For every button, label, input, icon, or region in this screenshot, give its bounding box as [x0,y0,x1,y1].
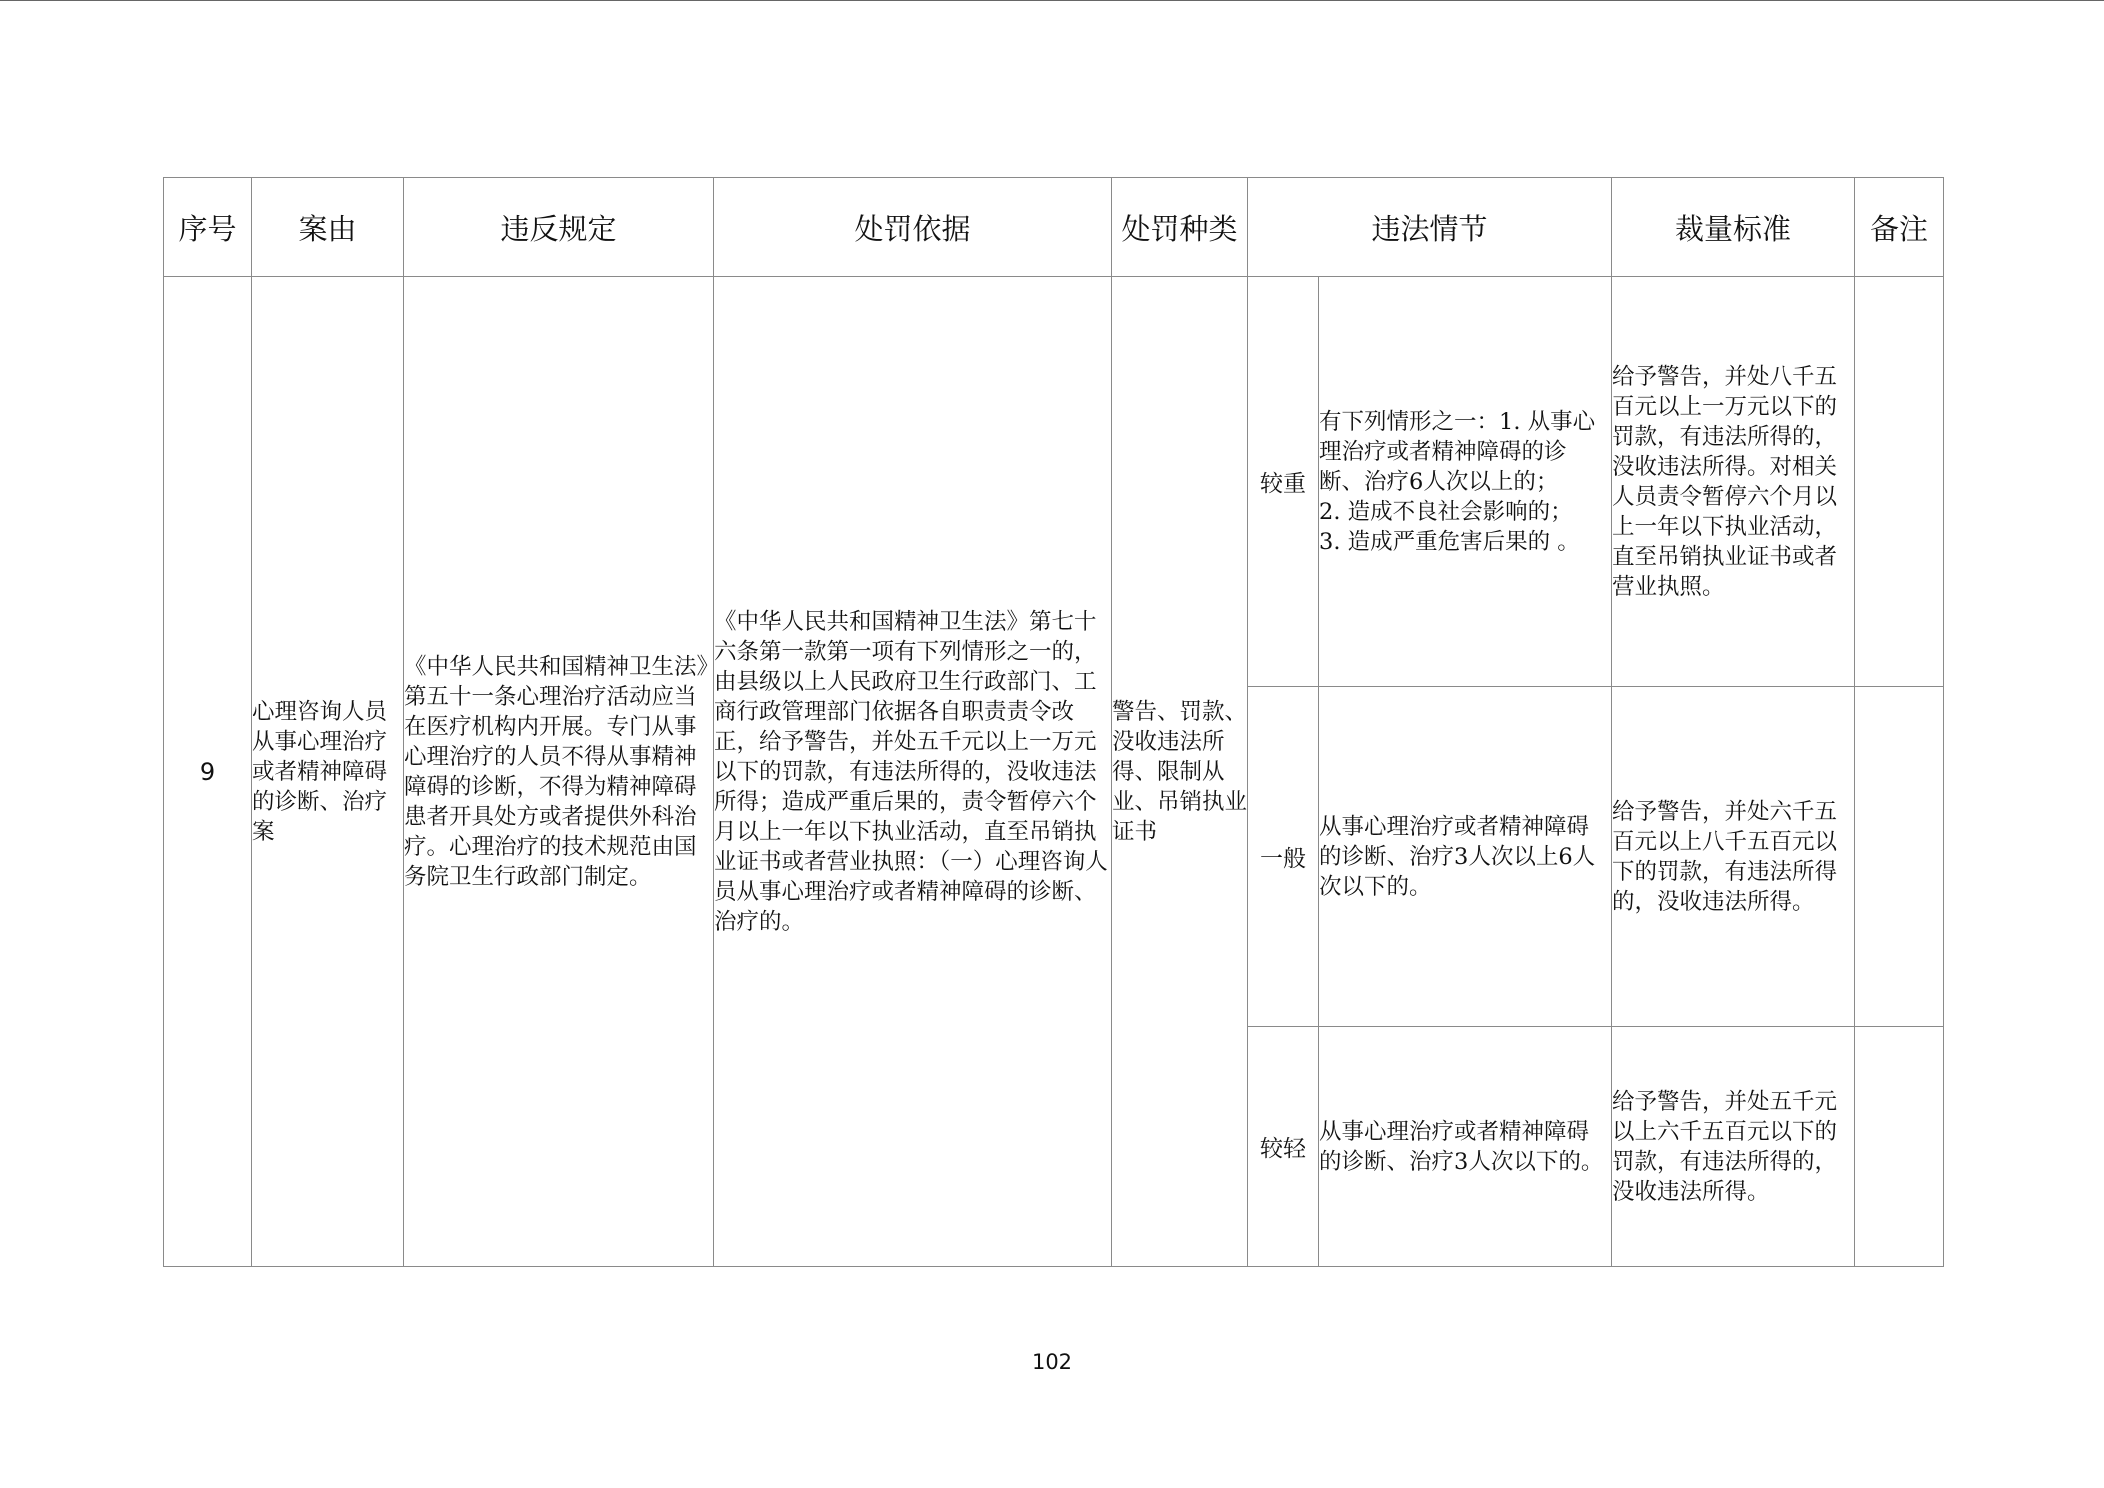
page-top-border [0,0,2104,1]
violation-cell: 《中华人民共和国精神卫生法》第五十一条心理治疗活动应当在医疗机构内开展。专门从事心理治疗的人员不得从事精神障碍的诊断，不得为精神障碍患者开具处方或者提供外科治疗。心理治疗的技术规范由国务院卫生行政部门制定。 [404,277,714,1267]
description-cell-minor: 从事心理治疗或者精神障碍的诊断、治疗3人次以下的。 [1319,1027,1612,1267]
basis-cell: 《中华人民共和国精神卫生法》第七十六条第一款第一项有下列情形之一的，由县级以上人民政府卫生行政部门、工商行政管理部门依据各自职责责令改正，给予警告，并处五千元以上一万元以下的罚款，有违法所得的，没收违法所得；造成严重后果的，责令暂停六个月以上一年以下执业活动，直至吊销执业证书或者营业执照：（一）心理咨询人员从事心理治疗或者精神障碍的诊断、治疗的。 [714,277,1112,1267]
header-case: 案由 [252,178,404,277]
description-cell-severe: 有下列情形之一：1. 从事心理治疗或者精神障碍的诊断、治疗6人次以上的； 2. 造成不良社会影响的； 3. 造成严重危害后果的 。 [1319,277,1612,687]
seq-cell: 9 [164,277,252,1267]
header-remark: 备注 [1855,178,1944,277]
standard-cell-minor: 给予警告，并处五千元以上六千五百元以下的罚款，有违法所得的，没收违法所得。 [1612,1027,1855,1267]
description-cell-general: 从事心理治疗或者精神障碍的诊断、治疗3人次以上6人次以下的。 [1319,687,1612,1027]
level-cell-minor: 较轻 [1248,1027,1319,1267]
standard-cell-general: 给予警告，并处六千五百元以上八千五百元以下的罚款，有违法所得的，没收违法所得。 [1612,687,1855,1027]
header-basis: 处罚依据 [714,178,1112,277]
header-standard: 裁量标准 [1612,178,1855,277]
level-cell-severe: 较重 [1248,277,1319,687]
header-penalty-types: 处罚种类 [1112,178,1248,277]
header-circumstances: 违法情节 [1248,178,1612,277]
level-cell-general: 一般 [1248,687,1319,1027]
remark-cell-severe [1855,277,1944,687]
case-cell: 心理咨询人员从事心理治疗或者精神障碍的诊断、治疗案 [252,277,404,1267]
header-seq: 序号 [164,178,252,277]
header-violation: 违反规定 [404,178,714,277]
penalty-types-cell: 警告、罚款、没收违法所得、限制从业、吊销执业证书 [1112,277,1248,1267]
table-row [164,277,1944,687]
penalty-discretion-table [163,177,1944,1267]
standard-cell-severe: 给予警告，并处八千五百元以上一万元以下的罚款，有违法所得的，没收违法所得。对相关人员责令暂停六个月以上一年以下执业活动，直至吊销执业证书或者营业执照。 [1612,277,1855,687]
header-row [164,178,1944,277]
remark-cell-minor [1855,1027,1944,1267]
page-number: 102 [1031,1350,1073,1374]
remark-cell-general [1855,687,1944,1027]
